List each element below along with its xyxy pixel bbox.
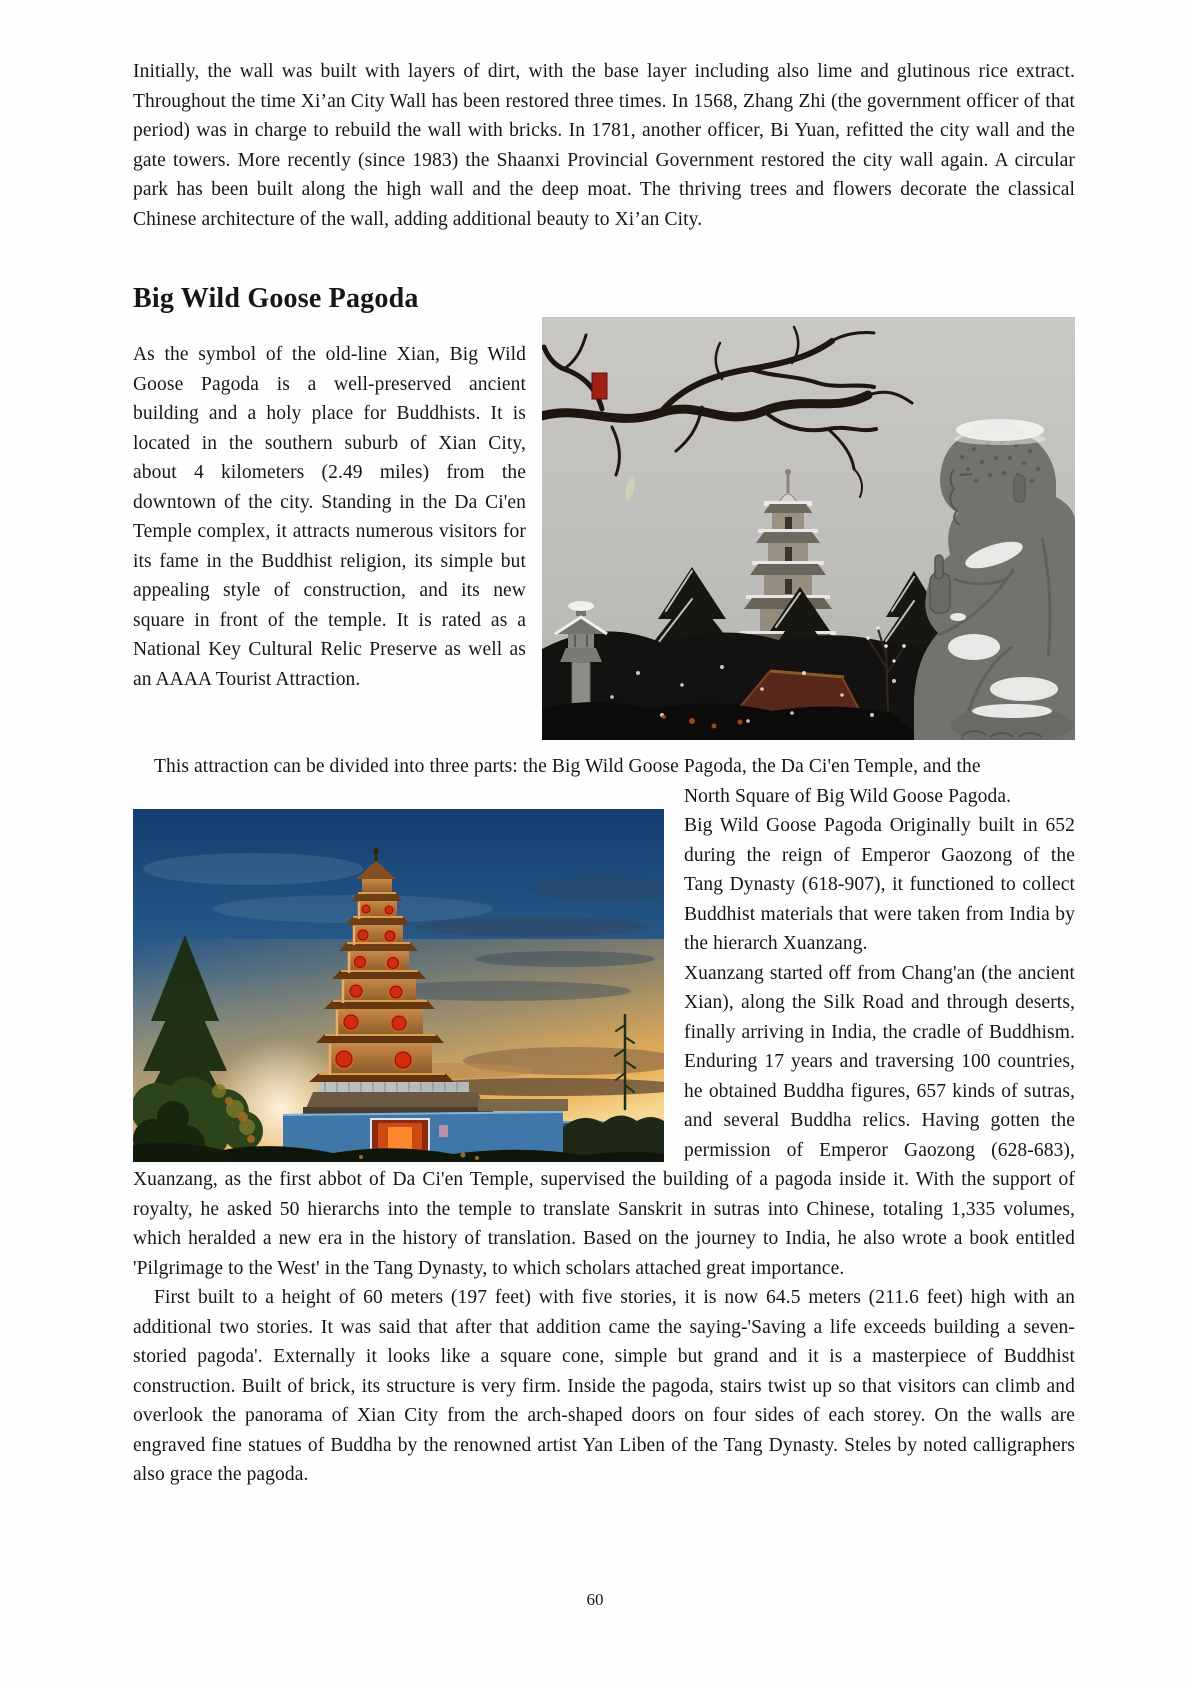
origin-paragraph: Big Wild Goose Pagoda Originally built in 652 during the reign of Emperor Gaozong of the Tang Dynasty (618-907), it functioned to collect Buddhist materials that were taken from India by the hierarch Xuanzang.: [684, 815, 1075, 954]
section-heading: Big Wild Goose Pagoda: [133, 283, 419, 314]
attraction-paragraph-start: This attraction can be divided into three parts: the Big Wild Goose Pagoda, the Da Ci'en Temple, and the: [154, 756, 981, 777]
pagoda-section: [133, 234, 1075, 1490]
attraction-paragraph-end: North Square of Big Wild Goose Pagoda.: [684, 785, 1012, 807]
page-content: [133, 57, 1075, 1490]
red-prayer-tag: [592, 373, 607, 399]
page-number: 60: [586, 1590, 604, 1609]
structure-paragraph: First built to a height of 60 meters (197 feet) with five stories, it is now 64.5 meters (211.6 feet) high with an additional two stories. It was said that after that addition came the saying-'Saving a life exceeds building a seven-storied pagoda'. Externally it looks like a square cone, simple but grand and it is a masterpiece of Buddhist construction. Built of brick, its structure is very firm. Inside the pagoda, stairs twist up so that visitors can climb and overlook the panorama of Xian City from the arch-shaped doors on four sides of each storey. On the walls are engraved fine statues of Buddha by the renowned artist Yan Liben of the Tang Dynasty. Steles by noted calligraphers also grace the pagoda.: [133, 1287, 1075, 1485]
xuanzang-paragraph: Xuanzang started off from Chang'an (the ancient Xian), along the Silk Road and through deserts, finally arriving in India, the cradle of Buddhism. Enduring 17 years and traversing 100 countries, he obtained Buddha figures, 657 kinds of sutras, and several Buddha relics. Having gotten the permission of Emperor Gaozong (628-683), Xuanzang, as the first abbot of Da Ci'en Temple, supervised the building of a pagoda inside it. With the support of royalty, he asked 50 hierarchs into the temple to translate Sanskrit in sutras into Chinese, totaling 1,335 volumes, which heralded a new era in the history of translation. Based on the journey to India, he also wrote a book entitled 'Pilgrimage to the West' in the Tang Dynasty, to which scholars attached great importance.: [133, 962, 1075, 1279]
photo-pagoda-sunset: [133, 782, 664, 1162]
symbol-paragraph: As the symbol of the old-line Xian, Big Wild Goose Pagoda is a well-preserved ancient building and a holy place for Buddhists. It is located in the southern suburb of Xian City, about 4 kilometers (2.49 miles) from the downtown of the city. Standing in the Da Ci'en Temple complex, it attracts numerous visitors for its fame in the Buddhist religion, its simple but appealing style of construction, and its new square in front of the temple. It is rated as a National Key Cultural Relic Preserve as well as an AAAA Tourist Attraction.: [133, 344, 526, 690]
photo-buddha-snow-pagoda: [542, 317, 1075, 740]
city-wall-paragraph: Initially, the wall was built with layers of dirt, with the base layer including also lime and glutinous rice extract. Throughout the time Xi’an City Wall has been restored three times. In 1568, Zhang Zhi (the government officer of that period) was in charge to rebuild the wall with bricks. In 1781, another officer, Bi Yuan, refitted the city wall and the gate towers. More recently (since 1983) the Shaanxi Provincial Government restored the city wall again. A circular park has been built along the high wall and the deep moat. The thriving trees and flowers decorate the classical Chinese architecture of the wall, adding additional beauty to Xi’an City.: [133, 61, 1075, 230]
